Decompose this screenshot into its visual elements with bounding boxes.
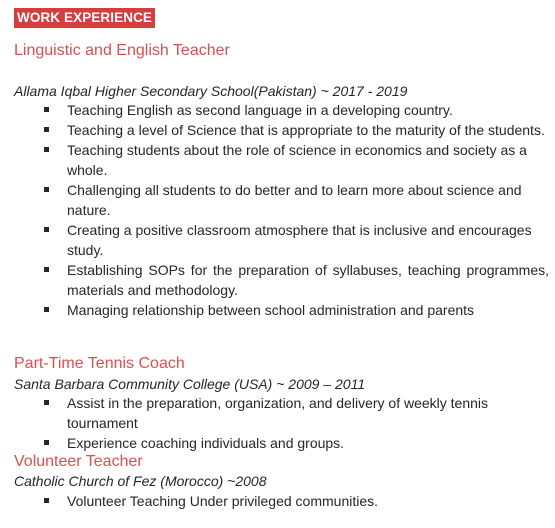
- list-item: Managing relationship between school administration and parents: [0, 300, 549, 320]
- square-bullet-icon: [44, 187, 49, 192]
- list-item: Teaching English as second language in a developing country.: [0, 100, 549, 120]
- list-item: Teaching a level of Science that is appropriate to the maturity of the students.: [0, 120, 549, 140]
- square-bullet-icon: [44, 267, 49, 272]
- square-bullet-icon: [44, 400, 49, 405]
- section-header-work-experience: WORK EXPERIENCE: [14, 8, 155, 28]
- employer-allama-iqbal: Allama Iqbal Higher Secondary School(Pakistan) ~ 2017 - 2019: [14, 83, 408, 99]
- square-bullet-icon: [44, 147, 49, 152]
- employer-catholic-church-fez: Catholic Church of Fez (Morocco) ~2008: [14, 473, 267, 489]
- list-item: Teaching students about the role of science in economics and society as a whole.: [0, 140, 549, 180]
- square-bullet-icon: [44, 440, 49, 445]
- square-bullet-icon: [44, 498, 49, 503]
- list-item: Assist in the preparation, organization, and delivery of weekly tennis tournament: [0, 393, 549, 433]
- job-bullets-volunteer-teacher: [0, 491, 549, 511]
- square-bullet-icon: [44, 127, 49, 132]
- job-title-volunteer-teacher: Volunteer Teacher: [14, 453, 143, 470]
- square-bullet-icon: [44, 227, 49, 232]
- list-item: Challenging all students to do better and to learn more about science and nature.: [0, 180, 549, 220]
- square-bullet-icon: [44, 307, 49, 312]
- job-bullets-english-teacher: [0, 100, 549, 320]
- job-title-english-teacher: Linguistic and English Teacher: [14, 42, 230, 59]
- square-bullet-icon: [44, 107, 49, 112]
- list-item: Creating a positive classroom atmosphere that is inclusive and encourages study.: [0, 220, 549, 260]
- employer-santa-barbara: Santa Barbara Community College (USA) ~ 2009 – 2011: [14, 376, 366, 392]
- list-item: Volunteer Teaching Under privileged communities.: [0, 491, 549, 511]
- job-title-tennis-coach: Part-Time Tennis Coach: [14, 355, 185, 372]
- list-item: Experience coaching individuals and groups.: [0, 433, 549, 453]
- job-bullets-tennis-coach: [0, 393, 549, 453]
- list-item: Establishing SOPs for the preparation of syllabuses, teaching programmes, materials and methodology.: [0, 260, 549, 300]
